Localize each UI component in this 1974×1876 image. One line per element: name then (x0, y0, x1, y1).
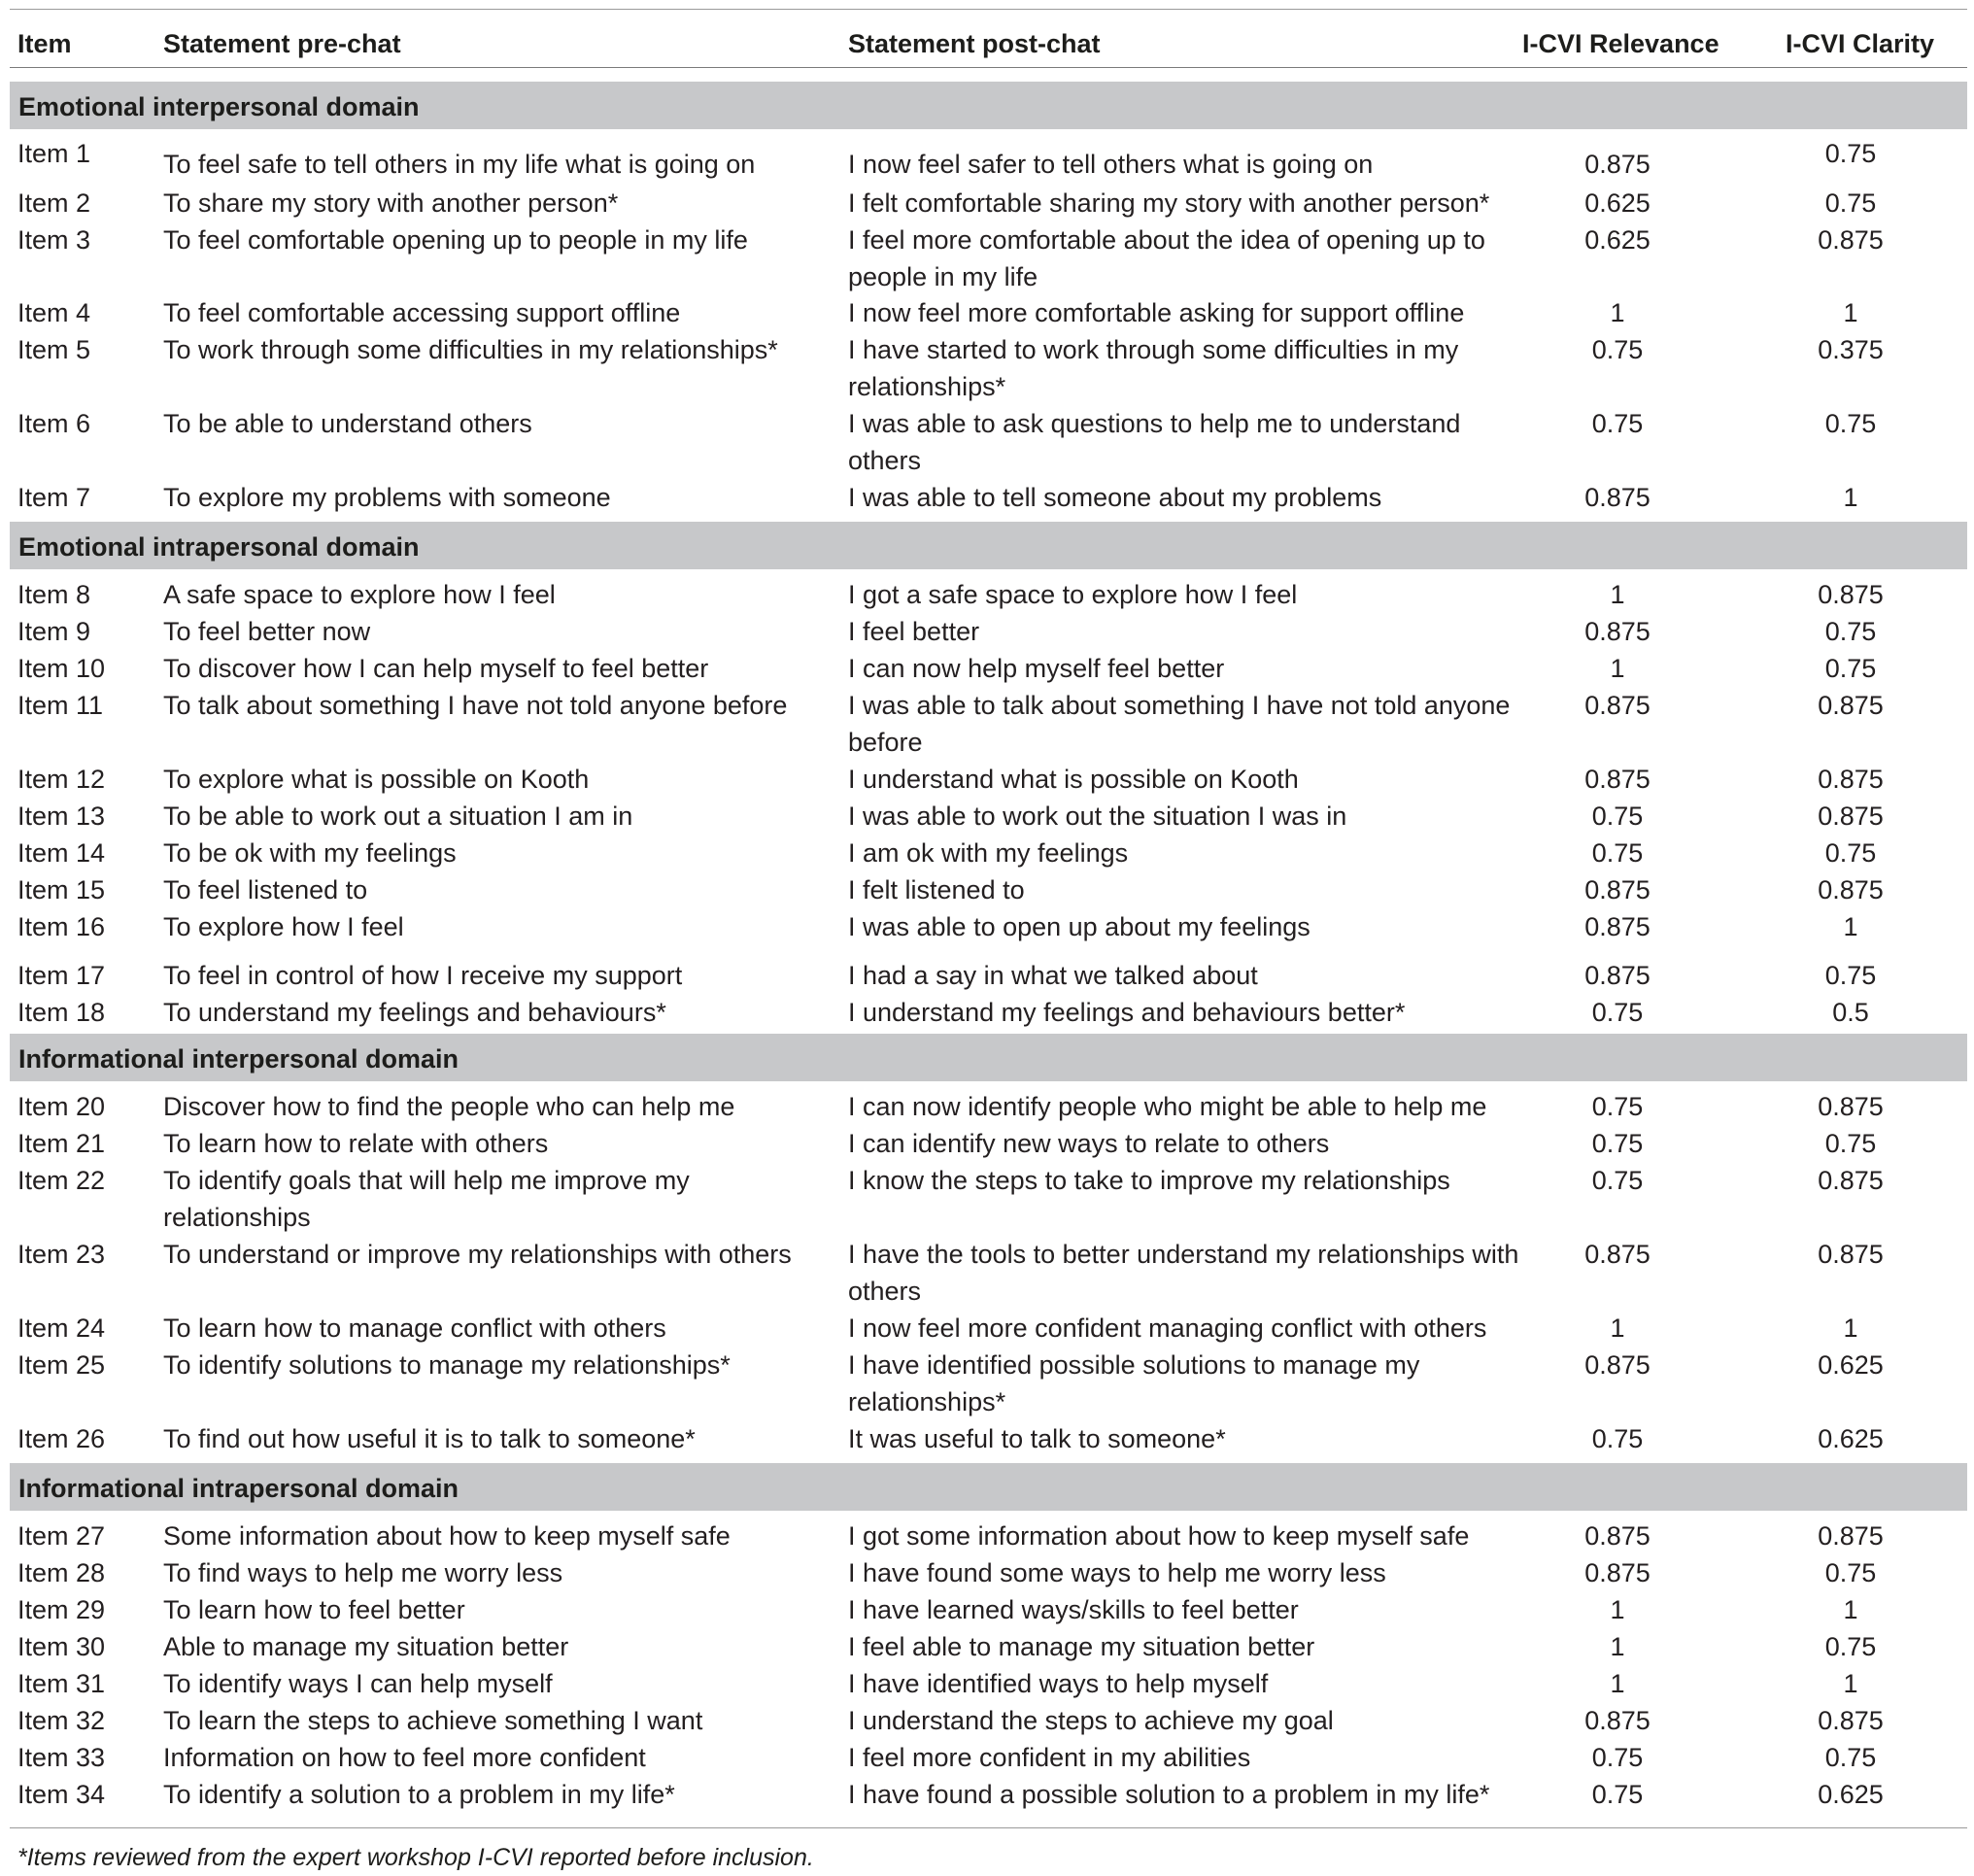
icvi-relevance-cell: 1 (1610, 1669, 1625, 1698)
item-cell: Item 31 (17, 1669, 106, 1698)
statement-post-chat-cell: I now feel more comfortable asking for support offline (848, 298, 1465, 327)
item-cell: Item 28 (17, 1558, 106, 1587)
item-cell: Item 2 (17, 188, 91, 218)
icvi-clarity-cell: 0.875 (1818, 225, 1884, 255)
header-statement-pre-chat: Statement pre-chat (163, 29, 401, 58)
icvi-clarity-cell: 0.875 (1818, 1240, 1884, 1269)
statement-pre-chat-cell: To find ways to help me worry less (163, 1558, 563, 1587)
statement-post-chat-cell: I have identified possible solutions to manage my relationships* (848, 1350, 1420, 1416)
statement-pre-chat-cell: To understand my feelings and behaviours* (163, 998, 666, 1027)
section-header (10, 1463, 1967, 1511)
icvi-clarity-cell: 0.875 (1818, 1166, 1884, 1195)
statement-post-chat-cell: I got a safe space to explore how I feel (848, 580, 1298, 609)
icvi-clarity-cell: 0.375 (1818, 335, 1884, 364)
statement-pre-chat-cell: Discover how to find the people who can help me (163, 1092, 735, 1121)
header-rule (10, 67, 1967, 68)
section-header (10, 522, 1967, 569)
section-header (10, 1034, 1967, 1081)
statement-pre-chat-cell: To find out how useful it is to talk to someone* (163, 1424, 696, 1453)
icvi-clarity-cell: 0.875 (1818, 802, 1884, 831)
statement-post-chat-cell: I feel able to manage my situation better (848, 1632, 1315, 1661)
icvi-relevance-cell: 0.875 (1584, 1706, 1651, 1735)
statement-pre-chat-cell: To be able to work out a situation I am in (163, 802, 633, 831)
statement-pre-chat-cell: To feel better now (163, 617, 371, 646)
statement-pre-chat-cell: To identify solutions to manage my relationships* (163, 1350, 731, 1380)
statement-post-chat-cell: I can now help myself feel better (848, 654, 1225, 683)
icvi-relevance-cell: 0.625 (1584, 225, 1651, 255)
item-cell: Item 22 (17, 1166, 106, 1195)
icvi-relevance-cell: 0.875 (1584, 617, 1651, 646)
bottom-rule (10, 1827, 1967, 1828)
statement-pre-chat-cell: Able to manage my situation better (163, 1632, 569, 1661)
statement-post-chat-cell: I was able to work out the situation I was in (848, 802, 1347, 831)
statement-post-chat-cell: I know the steps to take to improve my relationships (848, 1166, 1450, 1195)
statement-post-chat-cell: I was able to ask questions to help me to understand others (848, 409, 1461, 475)
icvi-clarity-cell: 1 (1843, 1313, 1858, 1343)
item-cell: Item 13 (17, 802, 106, 831)
statement-post-chat-cell: I was able to tell someone about my problems (848, 483, 1382, 512)
statement-post-chat-cell: I was able to open up about my feelings (848, 912, 1310, 941)
icvi-clarity-cell: 1 (1843, 1669, 1858, 1698)
item-cell: Item 16 (17, 912, 106, 941)
statement-post-chat-cell: I felt listened to (848, 875, 1025, 904)
icvi-relevance-cell: 0.875 (1584, 1521, 1651, 1551)
icvi-relevance-cell: 0.875 (1584, 1350, 1651, 1380)
icvi-clarity-cell: 0.875 (1818, 1521, 1884, 1551)
statement-pre-chat-cell: To explore how I feel (163, 912, 404, 941)
item-cell: Item 20 (17, 1092, 106, 1121)
icvi-clarity-cell: 0.875 (1818, 691, 1884, 720)
item-cell: Item 4 (17, 298, 91, 327)
icvi-clarity-cell: 1 (1843, 912, 1858, 941)
icvi-clarity-cell: 0.75 (1824, 1632, 1877, 1661)
item-cell: Item 23 (17, 1240, 106, 1269)
statement-post-chat-cell: I have identified ways to help myself (848, 1669, 1269, 1698)
statement-pre-chat-cell: To learn how to manage conflict with others (163, 1313, 666, 1343)
icvi-relevance-cell: 0.875 (1584, 912, 1651, 941)
icvi-relevance-cell: 0.75 (1591, 409, 1644, 438)
statement-post-chat-cell: I have learned ways/skills to feel better (848, 1595, 1299, 1624)
top-rule (10, 9, 1967, 10)
statement-post-chat-cell: I feel more comfortable about the idea of opening up to people in my life (848, 225, 1485, 291)
statement-post-chat-cell: I have found some ways to help me worry less (848, 1558, 1386, 1587)
statement-post-chat-cell: I have the tools to better understand my relationships with others (848, 1240, 1519, 1306)
statement-pre-chat-cell: To learn how to relate with others (163, 1129, 549, 1158)
item-cell: Item 27 (17, 1521, 106, 1551)
item-cell: Item 15 (17, 875, 106, 904)
icvi-relevance-cell: 0.75 (1591, 1129, 1644, 1158)
statement-post-chat-cell: I now feel safer to tell others what is going on (848, 150, 1374, 179)
icvi-clarity-cell: 0.875 (1818, 1706, 1884, 1735)
statement-pre-chat-cell: To feel comfortable opening up to people in my life (163, 225, 748, 255)
statement-post-chat-cell: I can identify new ways to relate to others (848, 1129, 1330, 1158)
item-cell: Item 8 (17, 580, 91, 609)
icvi-clarity-cell: 0.875 (1818, 765, 1884, 794)
icvi-relevance-cell: 1 (1610, 1595, 1625, 1624)
item-cell: Item 30 (17, 1632, 106, 1661)
item-cell: Item 10 (17, 654, 106, 683)
item-cell: Item 11 (17, 691, 104, 720)
icvi-relevance-cell: 0.875 (1584, 1240, 1651, 1269)
item-cell: Item 5 (17, 335, 91, 364)
item-cell: Item 29 (17, 1595, 106, 1624)
icvi-relevance-cell: 0.75 (1591, 1092, 1644, 1121)
icvi-relevance-cell: 0.875 (1584, 483, 1651, 512)
icvi-relevance-cell: 0.75 (1591, 998, 1644, 1027)
icvi-relevance-cell: 0.75 (1591, 1424, 1644, 1453)
icvi-relevance-cell: 1 (1610, 298, 1625, 327)
statement-post-chat-cell: I was able to talk about something I have not told anyone before (848, 691, 1511, 757)
icvi-relevance-cell: 0.625 (1584, 188, 1651, 218)
icvi-clarity-cell: 1 (1843, 1595, 1858, 1624)
item-cell: Item 3 (17, 225, 91, 255)
statement-pre-chat-cell: To identify ways I can help myself (163, 1669, 553, 1698)
statement-post-chat-cell: I got some information about how to keep myself safe (848, 1521, 1470, 1551)
section-title: Informational interpersonal domain (18, 1044, 459, 1074)
statement-pre-chat-cell: To feel in control of how I receive my support (163, 961, 683, 990)
statement-pre-chat-cell: To share my story with another person* (163, 188, 619, 218)
icvi-relevance-cell: 0.875 (1584, 875, 1651, 904)
icvi-relevance-cell: 0.875 (1584, 1558, 1651, 1587)
header-icvi-relevance: I-CVI Relevance (1522, 29, 1719, 58)
icvi-clarity-cell: 0.75 (1824, 409, 1877, 438)
icvi-clarity-cell: 0.75 (1824, 188, 1877, 218)
icvi-relevance-cell: 0.75 (1591, 1743, 1644, 1772)
item-cell: Item 24 (17, 1313, 106, 1343)
icvi-clarity-cell: 0.625 (1818, 1424, 1884, 1453)
statement-post-chat-cell: I am ok with my feelings (848, 838, 1129, 868)
statement-pre-chat-cell: Some information about how to keep myself safe (163, 1521, 731, 1551)
icvi-clarity-cell: 0.75 (1824, 1743, 1877, 1772)
icvi-relevance-cell: 0.875 (1584, 961, 1651, 990)
icvi-relevance-cell: 0.75 (1591, 1166, 1644, 1195)
header-statement-post-chat: Statement post-chat (848, 29, 1101, 58)
statement-post-chat-cell: I understand the steps to achieve my goal (848, 1706, 1334, 1735)
icvi-clarity-cell: 0.75 (1824, 617, 1877, 646)
statement-post-chat-cell: It was useful to talk to someone* (848, 1424, 1226, 1453)
statement-pre-chat-cell: A safe space to explore how I feel (163, 580, 556, 609)
statement-post-chat-cell: I felt comfortable sharing my story with another person* (848, 188, 1490, 218)
icvi-relevance-cell: 0.875 (1584, 150, 1651, 179)
icvi-clarity-cell: 0.75 (1824, 654, 1877, 683)
statement-post-chat-cell: I now feel more confident managing conflict with others (848, 1313, 1487, 1343)
item-cell: Item 7 (17, 483, 91, 512)
statement-pre-chat-cell: To feel comfortable accessing support offline (163, 298, 681, 327)
statement-pre-chat-cell: To learn how to feel better (163, 1595, 465, 1624)
icvi-clarity-cell: 0.75 (1824, 1558, 1877, 1587)
statement-pre-chat-cell: To be able to understand others (163, 409, 532, 438)
section-header (10, 82, 1967, 129)
icvi-clarity-cell: 0.625 (1818, 1780, 1884, 1809)
icvi-relevance-cell: 0.75 (1591, 335, 1644, 364)
statement-pre-chat-cell: To be ok with my feelings (163, 838, 457, 868)
statement-pre-chat-cell: To learn the steps to achieve something I want (163, 1706, 703, 1735)
icvi-relevance-cell: 1 (1610, 1313, 1625, 1343)
item-cell: Item 6 (17, 409, 91, 438)
icvi-clarity-cell: 0.75 (1824, 1129, 1877, 1158)
statement-post-chat-cell: I have found a possible solution to a problem in my life* (848, 1780, 1490, 1809)
statement-post-chat-cell: I feel better (848, 617, 980, 646)
icvi-relevance-cell: 1 (1610, 1632, 1625, 1661)
item-cell: Item 25 (17, 1350, 106, 1380)
item-cell: Item 32 (17, 1706, 106, 1735)
icvi-clarity-cell: 1 (1843, 483, 1858, 512)
item-cell: Item 18 (17, 998, 106, 1027)
icvi-relevance-cell: 0.875 (1584, 691, 1651, 720)
item-cell: Item 9 (17, 617, 91, 646)
statement-pre-chat-cell: To explore what is possible on Kooth (163, 765, 590, 794)
statement-pre-chat-cell: To work through some difficulties in my relationships* (163, 335, 778, 364)
section-title: Informational intrapersonal domain (18, 1474, 459, 1503)
statement-pre-chat-cell: To understand or improve my relationships with others (163, 1240, 792, 1269)
icvi-relevance-cell: 1 (1610, 580, 1625, 609)
item-cell: Item 12 (17, 765, 106, 794)
statement-pre-chat-cell: To feel safe to tell others in my life what is going on (163, 150, 756, 179)
statement-pre-chat-cell: To feel listened to (163, 875, 368, 904)
item-cell: Item 34 (17, 1780, 106, 1809)
icvi-relevance-cell: 0.875 (1584, 765, 1651, 794)
statement-pre-chat-cell: To explore my problems with someone (163, 483, 611, 512)
statement-post-chat-cell: I feel more confident in my abilities (848, 1743, 1251, 1772)
icvi-clarity-cell: 0.875 (1818, 875, 1884, 904)
item-cell: Item 14 (17, 838, 106, 868)
item-cell: Item 21 (17, 1129, 106, 1158)
item-cell: Item 1 (17, 139, 91, 168)
icvi-clarity-cell: 0.5 (1832, 998, 1869, 1027)
icvi-relevance-cell: 1 (1610, 654, 1625, 683)
icvi-relevance-cell: 0.75 (1591, 802, 1644, 831)
item-cell: Item 26 (17, 1424, 106, 1453)
statement-post-chat-cell: I understand what is possible on Kooth (848, 765, 1299, 794)
icvi-clarity-cell: 0.75 (1824, 838, 1877, 868)
statement-pre-chat-cell: Information on how to feel more confident (163, 1743, 646, 1772)
statement-post-chat-cell: I understand my feelings and behaviours better* (848, 998, 1406, 1027)
icvi-clarity-cell: 0.75 (1824, 139, 1877, 168)
statement-pre-chat-cell: To identify a solution to a problem in my life* (163, 1780, 675, 1809)
statement-post-chat-cell: I have started to work through some difficulties in my relationships* (848, 335, 1459, 401)
icvi-clarity-cell: 0.75 (1824, 961, 1877, 990)
icvi-relevance-cell: 0.75 (1591, 1780, 1644, 1809)
icvi-clarity-cell: 0.625 (1818, 1350, 1884, 1380)
statement-pre-chat-cell: To talk about something I have not told anyone before (163, 691, 788, 720)
statement-post-chat-cell: I can now identify people who might be able to help me (848, 1092, 1487, 1121)
icvi-clarity-cell: 0.875 (1818, 1092, 1884, 1121)
icvi-relevance-cell: 0.75 (1591, 838, 1644, 868)
statement-pre-chat-cell: To discover how I can help myself to feel better (163, 654, 709, 683)
header-item: Item (17, 29, 72, 58)
header-icvi-clarity: I-CVI Clarity (1786, 29, 1935, 58)
section-title: Emotional intrapersonal domain (18, 532, 420, 562)
item-cell: Item 17 (17, 961, 106, 990)
item-cell: Item 33 (17, 1743, 106, 1772)
table-footnote: *Items reviewed from the expert workshop I-CVI reported before inclusion. (17, 1844, 814, 1871)
icvi-clarity-cell: 0.875 (1818, 580, 1884, 609)
icvi-clarity-cell: 1 (1843, 298, 1858, 327)
statement-post-chat-cell: I had a say in what we talked about (848, 961, 1258, 990)
section-title: Emotional interpersonal domain (18, 92, 420, 121)
statement-pre-chat-cell: To identify goals that will help me improve my relationships (163, 1166, 690, 1232)
